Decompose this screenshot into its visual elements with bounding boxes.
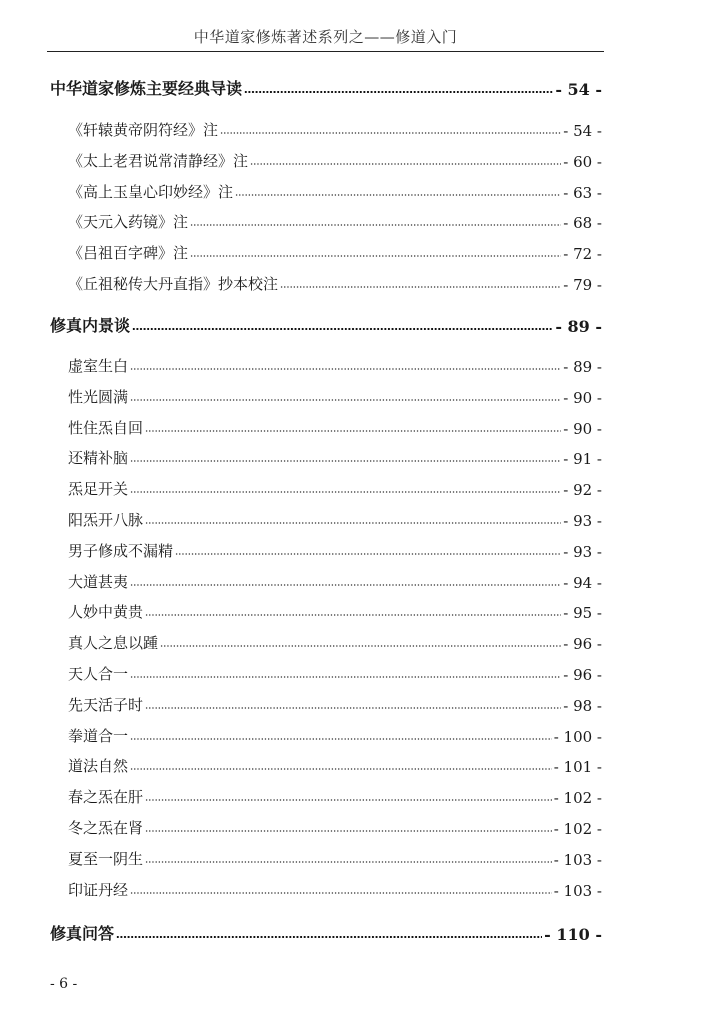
dot-leader [145,612,561,618]
dot-leader [145,705,561,711]
toc-entry[interactable] [68,631,602,653]
toc-entry[interactable] [68,600,602,622]
dot-leader [280,284,561,290]
toc-entry[interactable] [68,180,602,202]
toc-entry-page: - 101 - [553,758,602,776]
toc-entry[interactable] [68,816,602,838]
toc-entry-title: 冬之炁在肾 [68,819,144,837]
dot-leader [190,222,561,228]
toc-entry-page: - 90 - [563,420,602,438]
dot-leader [130,736,552,742]
toc-entry[interactable] [68,477,602,499]
toc-entry[interactable] [68,241,602,263]
toc-entry-title: 真人之息以踵 [68,634,159,652]
dot-leader [130,397,561,403]
toc-entry[interactable] [68,118,602,140]
dot-leader [130,458,561,464]
toc-entry-title: 《吕祖百字碑》注 [68,244,189,262]
toc-entry-title: 先天活子时 [68,696,144,714]
dot-leader [175,551,561,557]
toc-entry[interactable] [68,149,602,171]
toc-entry-page: - 100 - [553,728,602,746]
toc-entry[interactable] [68,210,602,232]
toc-entry-page: - 92 - [563,481,602,499]
toc-entry-page: - 95 - [563,604,602,622]
toc-entry-title: 虚室生白 [68,357,129,375]
dot-leader [190,253,561,259]
toc-entry[interactable] [68,785,602,807]
dot-leader [130,582,561,588]
toc-entry[interactable] [68,446,602,468]
toc-entry[interactable] [68,272,602,294]
toc-entry[interactable] [68,570,602,592]
toc-section-title: 修真内景谈 [50,316,131,335]
toc-entry-page: - 98 - [563,697,602,715]
dot-leader [244,89,553,95]
dot-leader [160,643,561,649]
toc-entry-page: - 60 - [563,153,602,171]
dot-leader [145,428,561,434]
dot-leader [235,192,561,198]
toc-entry[interactable] [68,878,602,900]
running-header: 中华道家修炼著述系列之——修道入门 [193,28,458,46]
dot-leader [130,674,561,680]
toc-section-title: 中华道家修炼主要经典导读 [50,79,243,98]
page-number: - 6 - [50,976,78,992]
toc-entry-title: 人妙中黄贵 [68,603,144,621]
toc-entry-title: 印证丹经 [68,881,129,899]
toc-entry-title: 性住炁自回 [68,419,144,437]
toc-entry[interactable] [68,354,602,376]
toc-section-page: - 110 - [544,925,602,944]
toc-section-page: - 89 - [555,317,602,336]
dot-leader [145,520,561,526]
toc-section-entry[interactable] [50,77,602,99]
toc-section-entry[interactable] [50,922,602,944]
dot-leader [130,366,561,372]
toc-entry[interactable] [68,662,602,684]
toc-entry-title: 还精补脑 [68,449,129,467]
dot-leader [130,766,552,772]
toc-entry[interactable] [68,847,602,869]
toc-entry-title: 春之炁在肝 [68,788,144,806]
toc-section-entry[interactable] [50,314,602,336]
toc-entry[interactable] [68,754,602,776]
toc-entry[interactable] [68,385,602,407]
toc-entry-page: - 102 - [553,789,602,807]
toc-section-title: 修真问答 [50,924,115,943]
toc-entry-page: - 68 - [563,214,602,232]
dot-leader [132,326,553,332]
toc-entry-title: 男子修成不漏精 [68,542,174,560]
toc-entry-page: - 91 - [563,450,602,468]
dot-leader [130,890,552,896]
toc-entry-title: 拳道合一 [68,727,129,745]
toc-entry-page: - 79 - [563,276,602,294]
toc-entry-title: 天人合一 [68,665,129,683]
toc-section-page: - 54 - [555,80,602,99]
toc-entry-page: - 103 - [553,882,602,900]
dot-leader [130,489,561,495]
toc-entry-title: 炁足开关 [68,480,129,498]
dot-leader [220,130,561,136]
toc-entry-title: 夏至一阴生 [68,850,144,868]
toc-entry-page: - 89 - [563,358,602,376]
toc-entry[interactable] [68,693,602,715]
toc-entry[interactable] [68,724,602,746]
toc-entry-title: 道法自然 [68,757,129,775]
toc-entry-page: - 63 - [563,184,602,202]
toc-entry[interactable] [68,508,602,530]
toc-entry-page: - 96 - [563,635,602,653]
toc-entry-title: 《太上老君说常清静经》注 [68,152,249,170]
toc-entry-page: - 90 - [563,389,602,407]
toc-entry-title: 阳炁开八脉 [68,511,144,529]
toc-entry-page: - 103 - [553,851,602,869]
toc-entry[interactable] [68,539,602,561]
dot-leader [145,797,552,803]
toc-entry-page: - 93 - [563,543,602,561]
dot-leader [250,161,561,167]
toc-entry[interactable] [68,416,602,438]
toc-entry-title: 《轩辕黄帝阴符经》注 [68,121,219,139]
toc-entry-title: 《丘祖秘传大丹直指》抄本校注 [68,275,279,293]
toc-entry-page: - 94 - [563,574,602,592]
toc-entry-title: 《天元入药镜》注 [68,213,189,231]
toc-entry-title: 大道甚夷 [68,573,129,591]
toc-entry-page: - 96 - [563,666,602,684]
toc-entry-page: - 102 - [553,820,602,838]
toc-entry-page: - 54 - [563,122,602,140]
toc-entry-title: 《高上玉皇心印妙经》注 [68,183,234,201]
toc-entry-page: - 72 - [563,245,602,263]
dot-leader [145,828,552,834]
dot-leader [116,934,542,940]
toc-entry-title: 性光圆满 [68,388,129,406]
toc-entry-page: - 93 - [563,512,602,530]
dot-leader [145,859,552,865]
